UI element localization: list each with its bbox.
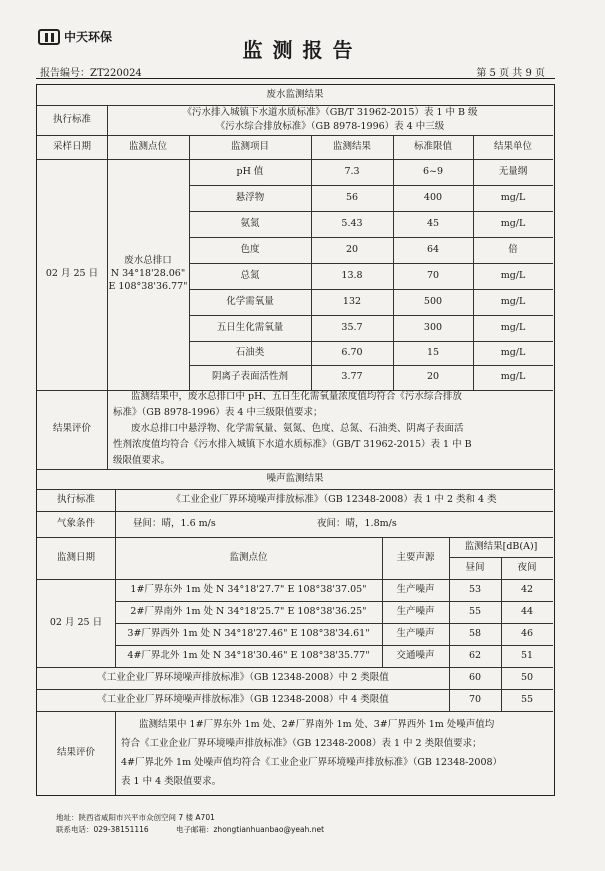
noise-source: 交通噪声: [396, 649, 435, 661]
noise-evaluation: [121, 715, 551, 791]
report-number: 报告编号：ZT220024: [40, 68, 142, 79]
row-item: 石油类: [235, 346, 265, 358]
row-result: 20: [345, 243, 359, 255]
point-lat: N 34°18'28.06": [110, 268, 186, 280]
eval-line: 级限值要求。: [113, 455, 171, 466]
noise-point: 1#厂界东外 1m 处 N 34°18'27.7" E 108°38'37.05": [130, 583, 367, 595]
row-unit: mg/L: [500, 217, 526, 229]
limit-night: 55: [520, 693, 534, 705]
col-header: 标准限值: [413, 140, 452, 152]
noise-source: 生产噪声: [396, 605, 435, 617]
noise-day: 58: [468, 627, 482, 639]
eval-line: 4#厂界北外 1m 处噪声值均符合《工业企业厂界环境噪声排放标准》（GB 12348-2008）: [121, 757, 503, 768]
row-item: 化学需氧量: [226, 295, 274, 307]
weather-night: 夜间：晴，1.8m/s: [317, 517, 397, 529]
row-item: 总氮: [240, 269, 260, 281]
eval-line: 表 1 中 4 类限值要求。: [121, 776, 222, 787]
noise-day: 53: [468, 583, 482, 595]
row-unit: mg/L: [500, 295, 526, 307]
noise-point: 4#厂界北外 1m 处 N 34°18'30.46" E 108°38'35.77": [127, 649, 370, 661]
point-name: 废水总排口: [124, 255, 172, 267]
col-point: 监测点位: [229, 551, 268, 563]
footer-email: 电子邮箱：zhongtianhuanbao@yeah.net: [176, 825, 325, 834]
row-limit: 300: [423, 321, 443, 333]
noise-day: 55: [468, 605, 482, 617]
row-limit: 20: [426, 371, 440, 383]
eval-line: 废水总排口中悬浮物、化学需氧量、氨氮、色度、总氮、石油类、阴离子表面活: [131, 423, 464, 434]
eval-line: 标准》（GB 8978-1996）表 4 中三级限值要求；: [113, 407, 323, 418]
row-unit: mg/L: [500, 269, 526, 281]
monitoring-point: [107, 159, 189, 390]
divider: [107, 390, 108, 469]
row-result: 132: [342, 295, 362, 307]
limit-day: 60: [468, 671, 482, 683]
noise-standard-label: 执行标准: [56, 493, 95, 505]
limit-label: 《工业企业厂界环境噪声排放标准》（GB 12348-2008）中 4 类限值: [97, 693, 389, 705]
row-item: pH 值: [236, 165, 264, 177]
footer-phone: 联系电话：029-38151116: [56, 825, 149, 834]
weather-day: 昼间：晴，1.6 m/s: [133, 517, 216, 529]
weather-label: 气象条件: [56, 517, 95, 529]
sampling-date: 02 月 25 日: [45, 268, 99, 280]
row-result: 35.7: [341, 321, 363, 333]
eval-line: 监测结果中，废水总排口中 pH、五日生化需氧量浓度值均符合《污水综合排放: [131, 391, 462, 402]
noise-standard: 《工业企业厂界环境噪声排放标准》（GB 12348-2008）表 1 中 2 类和 4 类: [171, 493, 497, 505]
row-item: 五日生化需氧量: [216, 321, 284, 333]
row-limit: 500: [423, 295, 443, 307]
limit-night: 50: [520, 671, 534, 683]
page-title: 监测报告: [242, 38, 363, 62]
row-item: 色度: [240, 243, 260, 255]
limit-label: 《工业企业厂界环境噪声排放标准》（GB 12348-2008）中 2 类限值: [97, 671, 389, 683]
footer-address: 地址：陕西省咸阳市兴平市众创空间 7 楼 A701: [56, 813, 215, 822]
col-header: 监测结果: [332, 140, 371, 152]
row-limit: 64: [426, 243, 440, 255]
row-result: 3.77: [341, 371, 363, 383]
row-unit: mg/L: [500, 191, 526, 203]
wastewater-section-title: 废水监测结果: [266, 88, 324, 100]
standard-line-2: 《污水综合排放标准》（GB 8978-1996）表 4 中三级: [215, 120, 445, 132]
standard-label: 执行标准: [52, 113, 91, 125]
col-source: 主要声源: [396, 551, 435, 563]
col-header: 监测项目: [230, 140, 269, 152]
row-unit: mg/L: [500, 346, 526, 358]
report-table: [36, 84, 555, 796]
col-night: 夜间: [517, 561, 537, 573]
eval-line: 性剂浓度值均符合《污水排入城镇下水道水质标准》（GB/T 31962-2015）表 1 中 B: [113, 439, 472, 450]
noise-eval-label: 结果评价: [56, 746, 95, 758]
row-result: 6.70: [341, 346, 363, 358]
noise-source: 生产噪声: [396, 627, 435, 639]
col-day: 昼间: [465, 561, 485, 573]
eval-line: 符合《工业企业厂界环境噪声排放标准》（GB 12348-2008）表 1 中 2 类限值要求；: [121, 738, 482, 749]
divider: [115, 711, 116, 795]
row-unit: 倍: [508, 243, 518, 255]
standard-line-1: 《污水排入城镇下水道水质标准》（GB/T 31962-2015）表 1 中 B 级: [182, 106, 478, 118]
eval-line: 监测结果中 1#厂界东外 1m 处、2#厂界南外 1m 处、3#厂界西外 1m 处噪声值均: [139, 719, 495, 730]
noise-source: 生产噪声: [396, 583, 435, 595]
point-lon: E 108°38'36.77": [108, 280, 188, 292]
page-number: 第 5 页 共 9 页: [476, 68, 545, 79]
row-item: 悬浮物: [235, 191, 265, 203]
noise-day: 62: [468, 649, 482, 661]
col-header: 采样日期: [52, 140, 91, 152]
noise-night: 42: [520, 583, 534, 595]
row-item: 氨氮: [240, 217, 260, 229]
eval-label: 结果评价: [52, 423, 91, 435]
col-date: 监测日期: [56, 551, 95, 563]
noise-night: 46: [520, 627, 534, 639]
noise-night: 51: [520, 649, 534, 661]
logo-text: 中天环保: [64, 30, 113, 44]
row-limit: 70: [426, 269, 440, 281]
noise-date: 02 月 25 日: [49, 616, 103, 628]
row-unit: mg/L: [500, 371, 526, 383]
row-result: 56: [345, 191, 359, 203]
row-limit: 15: [426, 346, 440, 358]
col-header: 结果单位: [493, 140, 532, 152]
noise-point: 3#厂界西外 1m 处 N 34°18'27.46" E 108°38'34.61": [127, 627, 370, 639]
noise-point: 2#厂界南外 1m 处 N 34°18'25.7" E 108°38'36.25": [130, 605, 367, 617]
col-result: 监测结果[dB(A)]: [464, 540, 538, 552]
row-unit: 无量纲: [498, 165, 528, 177]
noise-section-title: 噪声监测结果: [266, 472, 324, 484]
col-header: 监测点位: [128, 140, 167, 152]
noise-night: 44: [520, 605, 534, 617]
header-rule: [36, 78, 555, 79]
row-limit: 6~9: [422, 165, 444, 177]
row-result: 13.8: [341, 269, 363, 281]
row-item: 阴离子表面活性剂: [211, 371, 288, 383]
wastewater-evaluation: [113, 389, 549, 469]
row-unit: mg/L: [500, 321, 526, 333]
limit-day: 70: [468, 693, 482, 705]
row-result: 5.43: [341, 217, 363, 229]
row-limit: 45: [426, 217, 440, 229]
row-result: 7.3: [344, 165, 360, 177]
row-limit: 400: [423, 191, 443, 203]
